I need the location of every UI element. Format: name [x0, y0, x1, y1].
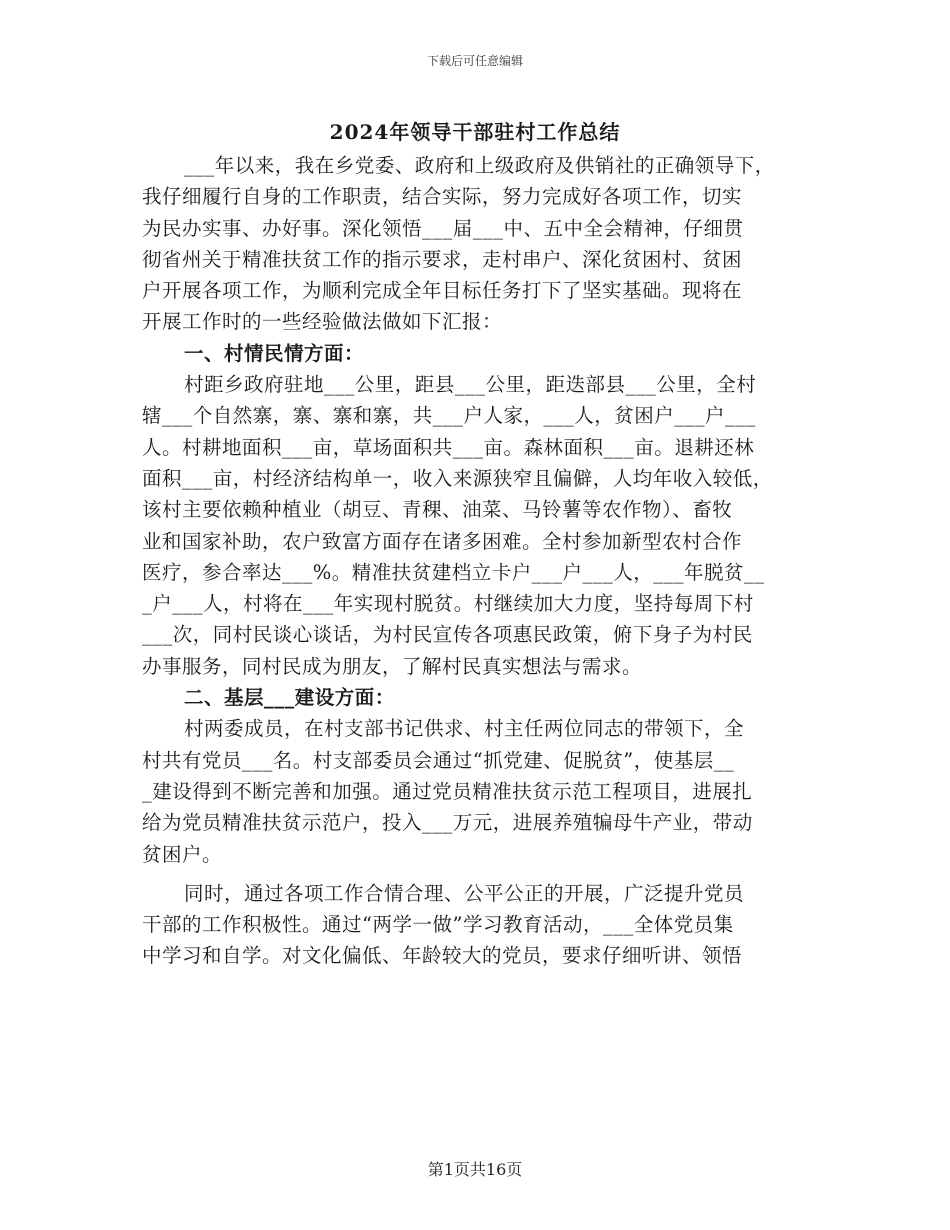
document-body — [142, 150, 812, 972]
paragraph-line: 辖___个自然寨，寨、寨和寨，共___户人家，___人，贫困户___户___ — [142, 404, 756, 428]
paragraph-line: 村距乡政府驻地___公里，距县___公里，距迭部县___公里，全村 — [184, 373, 757, 397]
section-heading: 一、村情民情方面： — [184, 341, 365, 365]
paragraph-line: 面积___亩，村经济结构单一，收入来源狭窄且偏僻，人均年收入较低， — [142, 466, 773, 490]
paragraph-line: _建设得到不断完善和加强。通过党员精准扶贫示范工程项目，进展扎 — [142, 779, 753, 803]
paragraph-line: ___年以来，我在乡党委、政府和上级政府及供销社的正确领导下， — [184, 154, 775, 177]
paragraph-line: 人。村耕地面积___亩，草场面积共___亩。森林面积___亩。退耕还林 — [142, 435, 755, 459]
paragraph-line: 我仔细履行自身的工作职责，结合实际，努力完成好各项工作，切实 — [142, 185, 743, 209]
header-note: 下载后可任意编辑 — [426, 54, 523, 68]
paragraph-line: 业和国家补助，农户致富方面存在诸多困难。全村参加新型农村合作 — [142, 529, 743, 553]
paragraph-line: 为民办实事、办好事。深化领悟___届___中、五中全会精神，仔细贯 — [142, 216, 744, 240]
paragraph-line: 同时，通过各项工作合情合理、公平公正的开展，广泛提升党员 — [184, 881, 745, 905]
paragraph-line: 户开展各项工作，为顺利完成全年目标任务打下了坚实基础。现将在 — [142, 279, 743, 303]
paragraph-line: 开展工作时的一些经验做法做如下汇报： — [142, 310, 503, 334]
paragraph-line: 村两委成员，在村支部书记供求、村主任两位同志的带领下，全 — [184, 717, 745, 741]
paragraph-line: 该村主要依赖种植业（胡豆、青稞、油菜、马铃薯等农作物）、畜牧 — [142, 498, 733, 522]
paragraph-line: 医疗，参合率达___%。精准扶贫建档立卡户___户___人，___年脱贫__ — [142, 560, 765, 584]
paragraph-line: _户___人，村将在___年实现村脱贫。村继续加大力度，坚持每周下村 — [142, 592, 754, 616]
paragraph-line: 村共有党员___名。村支部委员会通过“抓党建、促脱贫”，使基层__ — [142, 748, 735, 772]
paragraph-line: 干部的工作积极性。通过“两学一做”学习教育活动，___全体党员集 — [142, 913, 734, 937]
paragraph-line: 给为党员精准扶贫示范户，投入___万元，进展养殖犏母牛产业，带动 — [142, 811, 753, 835]
paragraph-line: 彻省州关于精准扶贫工作的指示要求，走村串户、深化贫困村、贫困 — [142, 247, 743, 271]
document-title: 2024年领导干部驻村工作总结 — [329, 120, 621, 144]
section-heading: 二、基层___建设方面： — [184, 686, 395, 710]
paragraph-line: 中学习和自学。对文化偏低、年龄较大的党员，要求仔细听讲、领悟 — [142, 944, 743, 968]
paragraph-line: 办事服务，同村民成为朋友，了解村民真实想法与需求。 — [142, 654, 643, 678]
paragraph-line: 贫困户。 — [142, 842, 223, 866]
paragraph-line: ___次，同村民谈心谈话，为村民宣传各项惠民政策，俯下身子为村民 — [142, 623, 753, 647]
page-footer: 第1页共16页 — [427, 1160, 523, 1179]
